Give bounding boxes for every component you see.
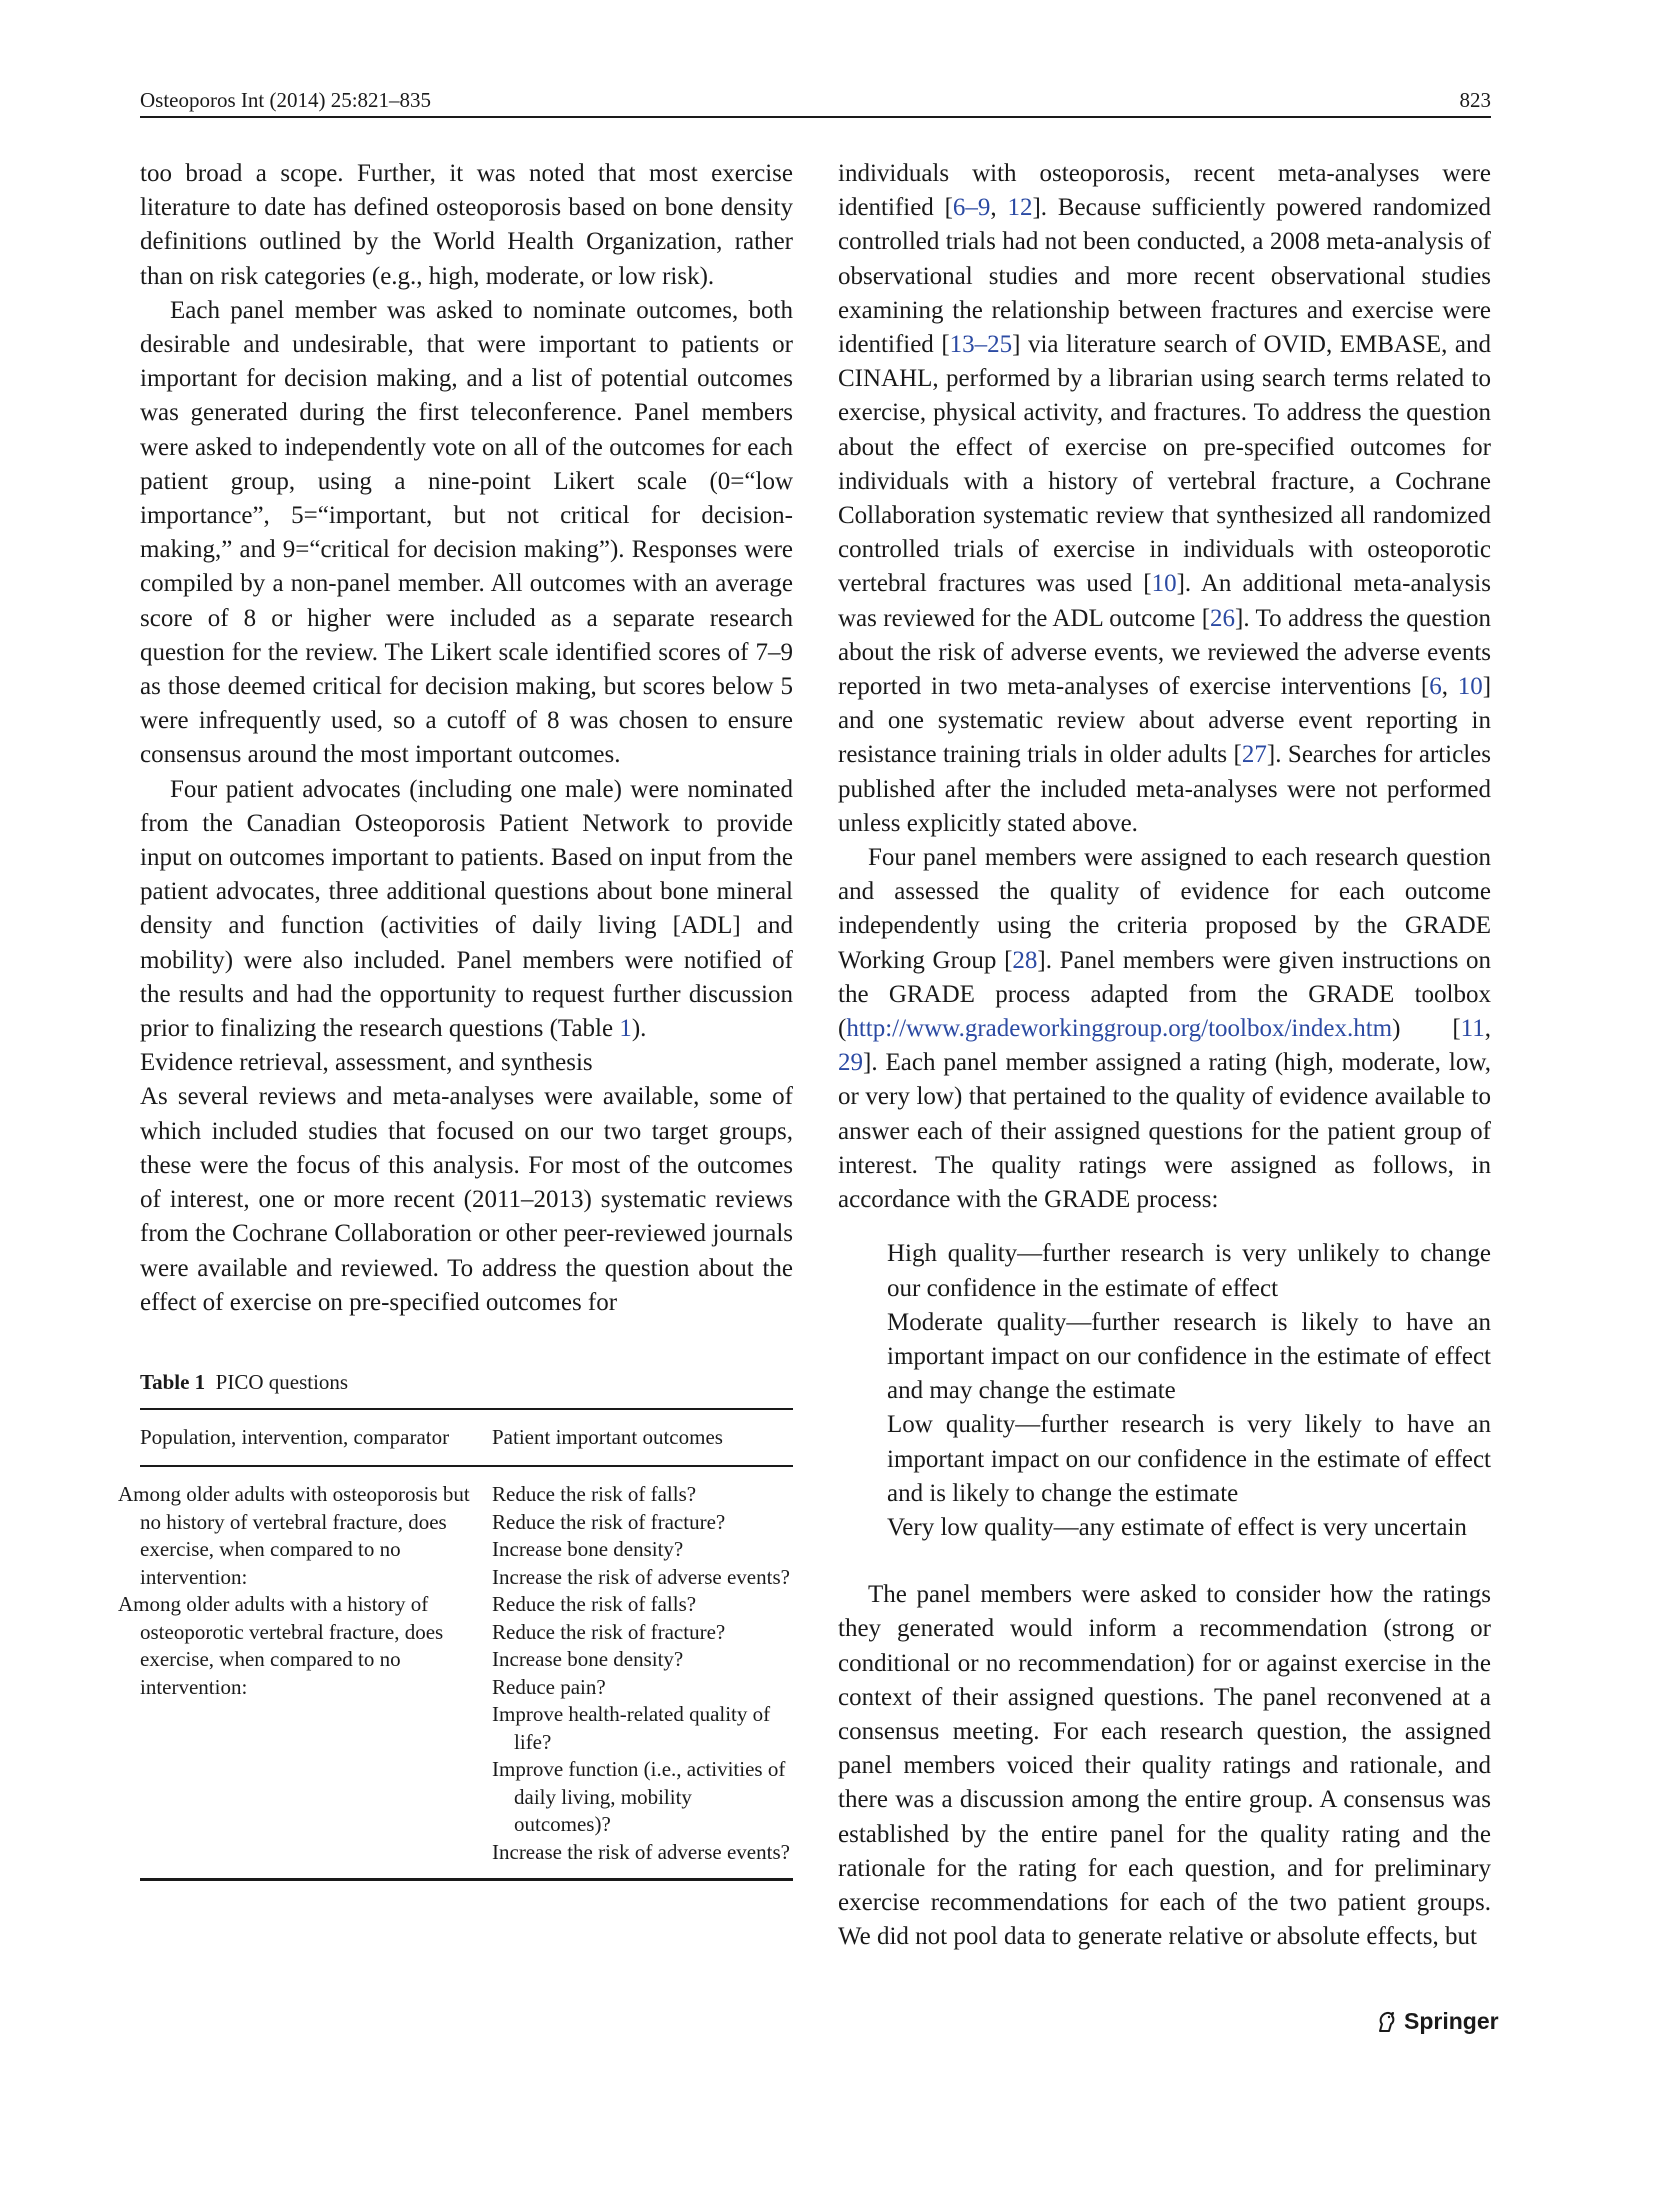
- citation-link[interactable]: 11: [1460, 1015, 1485, 1043]
- citation-link[interactable]: 6: [1429, 673, 1442, 701]
- journal-citation: Osteoporos Int (2014) 25:821–835: [140, 88, 432, 112]
- table-caption: [140, 1368, 793, 1396]
- outcome-item: Reduce the risk of fracture?: [492, 1509, 726, 1534]
- outcome-item: Reduce the risk of fracture?: [492, 1619, 726, 1644]
- paragraph: individuals with osteoporosis, recent meta-analyses were identified [6–9, 12]. Because sufficiently powered randomized controlled trials had not been conducted, a 2008 meta-analysis of observational studies and more recent observational studies examining the relationship between fractures and exercise were identified [13–25] via literature search of OVID, EMBASE, and CINAHL, performed by a librarian using search terms related to exercise, physical activity, and fractures. To address the question about the effect of exercise on pre-specified outcomes for individuals with a history of vertebral fracture, a Cochrane Collaboration systematic review that synthesized all randomized controlled trials of exercise in individuals with osteoporotic vertebral fractures was used [10]. An additional meta-analysis was reviewed for the ADL outcome [26]. To address the question about the risk of adverse events, we reviewed the adverse events reported in two meta-analyses of exercise interventions [6, 10] and one systematic review about adverse event reporting in resistance training trials in older adults [27]. Searches for articles published after the included meta-analyses were not performed unless explicitly stated above.: [838, 160, 1492, 837]
- outcomes-cell: [492, 1591, 793, 1880]
- paragraph: As several reviews and meta-analyses were available, some of which included studies that focused on our two target groups, these were the focus of this analysis. For most of the outcomes of interest, one or more recent (2011–2013) systematic reviews from the Cochrane Collaboration or other peer-reviewed journals were available and reviewed. To address the question about the effect of exercise on pre-specified outcomes for: [140, 1083, 793, 1316]
- outcome-item: Improve health-related quality of life?: [492, 1702, 771, 1754]
- running-header: [140, 88, 1491, 118]
- citation-link[interactable]: 6–9: [952, 194, 991, 222]
- population-cell: Among older adults with a history of osteoporotic vertebral fracture, does exercise, when compared to no intervention:: [140, 1591, 492, 1880]
- section-heading: Evidence retrieval, assessment, and synthesis: [140, 1049, 593, 1077]
- citation-link[interactable]: 28: [1012, 946, 1038, 974]
- citation-link[interactable]: 13–25: [949, 331, 1013, 359]
- right-column: [838, 157, 1491, 1954]
- outcome-item: Increase the risk of adverse events?: [492, 1564, 790, 1589]
- table-row: [140, 1466, 793, 1591]
- outcomes-cell: [492, 1466, 793, 1591]
- quality-level: Very low quality—any estimate of effect is very uncertain: [887, 1513, 1467, 1541]
- outcome-item: Increase bone density?: [492, 1647, 684, 1672]
- outcome-item: Increase bone density?: [492, 1537, 684, 1562]
- table-title: PICO questions: [215, 1369, 349, 1394]
- paragraph: Four patient advocates (including one male) were nominated from the Canadian Osteoporosis Patient Network to provide input on outcomes important to patients. Based on input from the patient advocates, three additional questions about bone mineral density and function (activities of daily living [ADL] and mobility) were also included. Panel members were notified of the results and had the opportunity to request further discussion prior to finalizing the research questions (Table 1).: [140, 775, 793, 1043]
- springer-horse-icon: [1374, 2010, 1398, 2034]
- citation-link[interactable]: 10: [1151, 570, 1177, 598]
- quality-level: Moderate quality—further research is likely to have an important impact on our confidence in the estimate of effect and may change the estimate: [887, 1308, 1491, 1405]
- quality-level: Low quality—further research is very likely to have an important impact on our confidence in the estimate of effect and is likely to change the estimate: [887, 1411, 1491, 1507]
- pico-table: [118, 1408, 793, 1882]
- table-row: [140, 1591, 793, 1880]
- paragraph: Four panel members were assigned to each research question and assessed the quality of evidence for each outcome independently using the criteria proposed by the GRADE Working Group [28]. Panel members were given instructions on the GRADE process adapted from the GRADE toolbox (http://www.gradeworkinggroup.org/toolbox/index.htm) [11, 29]. Each panel member assigned a rating (high, moderate, low, or very low) that pertained to the quality of evidence available to answer each of their assigned questions for the patient group of interest. The quality ratings were assigned as follows, in accordance with the GRADE process:: [838, 844, 1491, 1214]
- page-number: 823: [1459, 88, 1491, 112]
- outcome-item: Improve function (i.e., activities of daily living, mobility outcomes)?: [492, 1757, 786, 1837]
- outcome-item: Reduce pain?: [492, 1674, 606, 1699]
- population-cell: Among older adults with osteoporosis but no history of vertebral fracture, does exercise, when compared to no intervention:: [118, 1482, 470, 1589]
- table-reference-link[interactable]: 1: [619, 1015, 632, 1043]
- paragraph: Each panel member was asked to nominate outcomes, both desirable and undesirable, that were important to patients or important for decision making, and a list of potential outcomes was generated during the first teleconference. Panel members were asked to independently vote on all of the outcomes for each patient group, using a nine-point Likert scale (0=“low importance”, 5=“important, but not critical for decision-making,” and 9=“critical for decision making”). Responses were compiled by a non-panel member. All outcomes with an average score of 8 or higher were included as a separate research question for the review. The Likert scale identified scores of 7–9 as those deemed critical for decision making, but scores below 5 were infrequently used, so a cutoff of 8 was chosen to ensure consensus around the most important outcomes.: [140, 296, 793, 769]
- citation-link[interactable]: 27: [1241, 741, 1267, 769]
- outcome-item: Increase the risk of adverse events?: [492, 1839, 790, 1864]
- paragraph: too broad a scope. Further, it was noted that most exercise literature to date has defined osteoporosis based on bone density definitions outlined by the World Health Organization, rather than on risk categories (e.g., high, moderate, or low risk).: [140, 160, 793, 290]
- outcome-item: Reduce the risk of falls?: [492, 1592, 697, 1617]
- publisher-logo: [1374, 2008, 1499, 2035]
- quality-level: High quality—further research is very unlikely to change our confidence in the estimate of effect: [887, 1240, 1491, 1302]
- publisher-name: Springer: [1404, 2008, 1499, 2034]
- citation-link[interactable]: 26: [1210, 604, 1236, 632]
- citation-link[interactable]: 10: [1457, 673, 1483, 701]
- left-column: [118, 157, 793, 1881]
- table-header-population: Population, intervention, comparator: [140, 1409, 492, 1467]
- citation-link[interactable]: 29: [838, 1049, 863, 1077]
- grade-toolbox-link[interactable]: http://www.gradeworkinggroup.org/toolbox/index.htm: [846, 1015, 1393, 1043]
- table-label: Table 1: [140, 1369, 206, 1394]
- paragraph: The panel members were asked to consider how the ratings they generated would inform a recommendation (strong or conditional or no recommendation) for or against exercise in the context of their assigned questions. The panel reconvened at a consensus meeting. For each research question, the assigned panel members voiced their quality ratings and rationale, and there was a discussion among the entire group. A consensus was established by the entire panel for the quality rating and the rationale for the rating for each question, and for preliminary exercise recommendations for each of the two patient groups. We did not pool data to generate relative or absolute effects, but: [838, 1581, 1491, 1951]
- citation-link[interactable]: 12: [1007, 194, 1033, 222]
- table-header-outcomes: Patient important outcomes: [492, 1409, 793, 1467]
- outcome-item: Reduce the risk of falls?: [492, 1482, 697, 1507]
- quality-definitions: [838, 1237, 1491, 1545]
